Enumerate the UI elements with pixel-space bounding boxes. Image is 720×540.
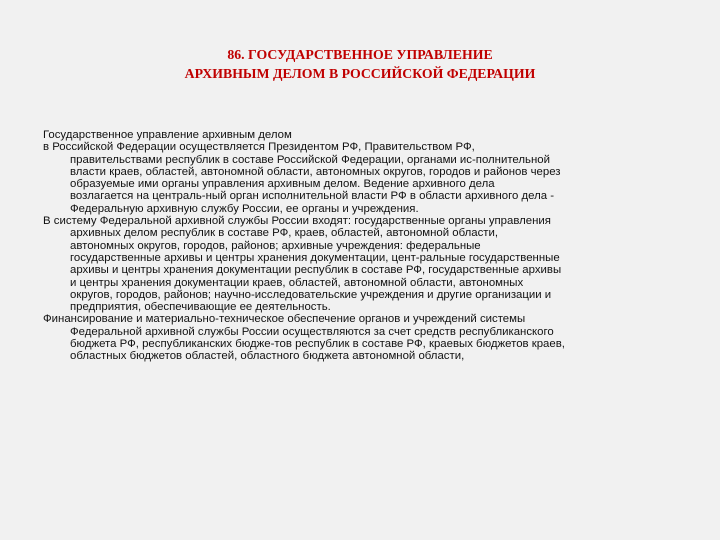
paragraph-3	[43, 313, 693, 362]
title-line-2: АРХИВНЫМ ДЕЛОМ В РОССИЙСКОЙ ФЕДЕРАЦИИ	[184, 66, 536, 81]
paragraph-line: правительствами республик в составе Российской Федерации, органами ис-полнительной	[70, 153, 550, 166]
paragraph-line: Федеральную архивную службу России, ее органы и учреждения.	[70, 202, 419, 215]
paragraph-line: областных бюджетов областей, областного бюджета автономной области,	[70, 350, 465, 363]
paragraph-line: образуемые ими органы управления архивным делом. Ведение архивного дела	[70, 178, 495, 191]
title-line-1: 86. ГОСУДАРСТВЕННОЕ УПРАВЛЕНИЕ	[227, 47, 493, 62]
paragraph-line: Федеральной архивной службы России осуществляются за счет средств республиканского	[70, 325, 554, 338]
paragraph-line: округов, городов, районов; научно-исследовательские учреждения и другие организации и	[70, 288, 552, 301]
paragraph-line: бюджета РФ, республиканских бюдже-тов республик в составе РФ, краевых бюджетов краев,	[70, 338, 565, 351]
paragraph-line: и центры хранения документации краев, областей, автономной области, автономных	[70, 276, 524, 289]
body-text	[43, 129, 693, 363]
paragraph-1	[43, 141, 693, 215]
paragraph-line: предприятия, обеспечивающие ее деятельность.	[70, 301, 331, 314]
paragraph-line: государственные архивы и центры хранения документации, цент-ральные государственные	[70, 251, 560, 264]
paragraph-line: автономных округов, городов, районов; архивные учреждения: федеральные	[70, 239, 481, 252]
paragraph-line: возлагается на централь-ный орган исполнительной власти РФ в области архивного дела -	[70, 190, 555, 203]
intro-line: Государственное управление архивным делом	[43, 129, 292, 141]
page-title	[80, 45, 640, 83]
paragraph-line: архивы и центры хранения документации республик в составе РФ, государственные архивы	[70, 264, 562, 277]
paragraph-line: архивных делом республик в составе РФ, краев, областей, автономной области,	[70, 227, 499, 240]
paragraph-2-first-line: В систему Федеральной архивной службы России входят: государственные органы управления	[43, 215, 551, 228]
paragraph-3-first-line: Финансирование и материально-техническое обеспечение органов и учреждений системы	[43, 313, 526, 326]
paragraph-2	[43, 215, 693, 313]
paragraph-line: власти краев, областей, автономной области, автономных округов, городов и районов через	[70, 165, 561, 178]
paragraph-1-first-line: в Российской Федерации осуществляется Президентом РФ, Правительством РФ,	[43, 141, 475, 154]
